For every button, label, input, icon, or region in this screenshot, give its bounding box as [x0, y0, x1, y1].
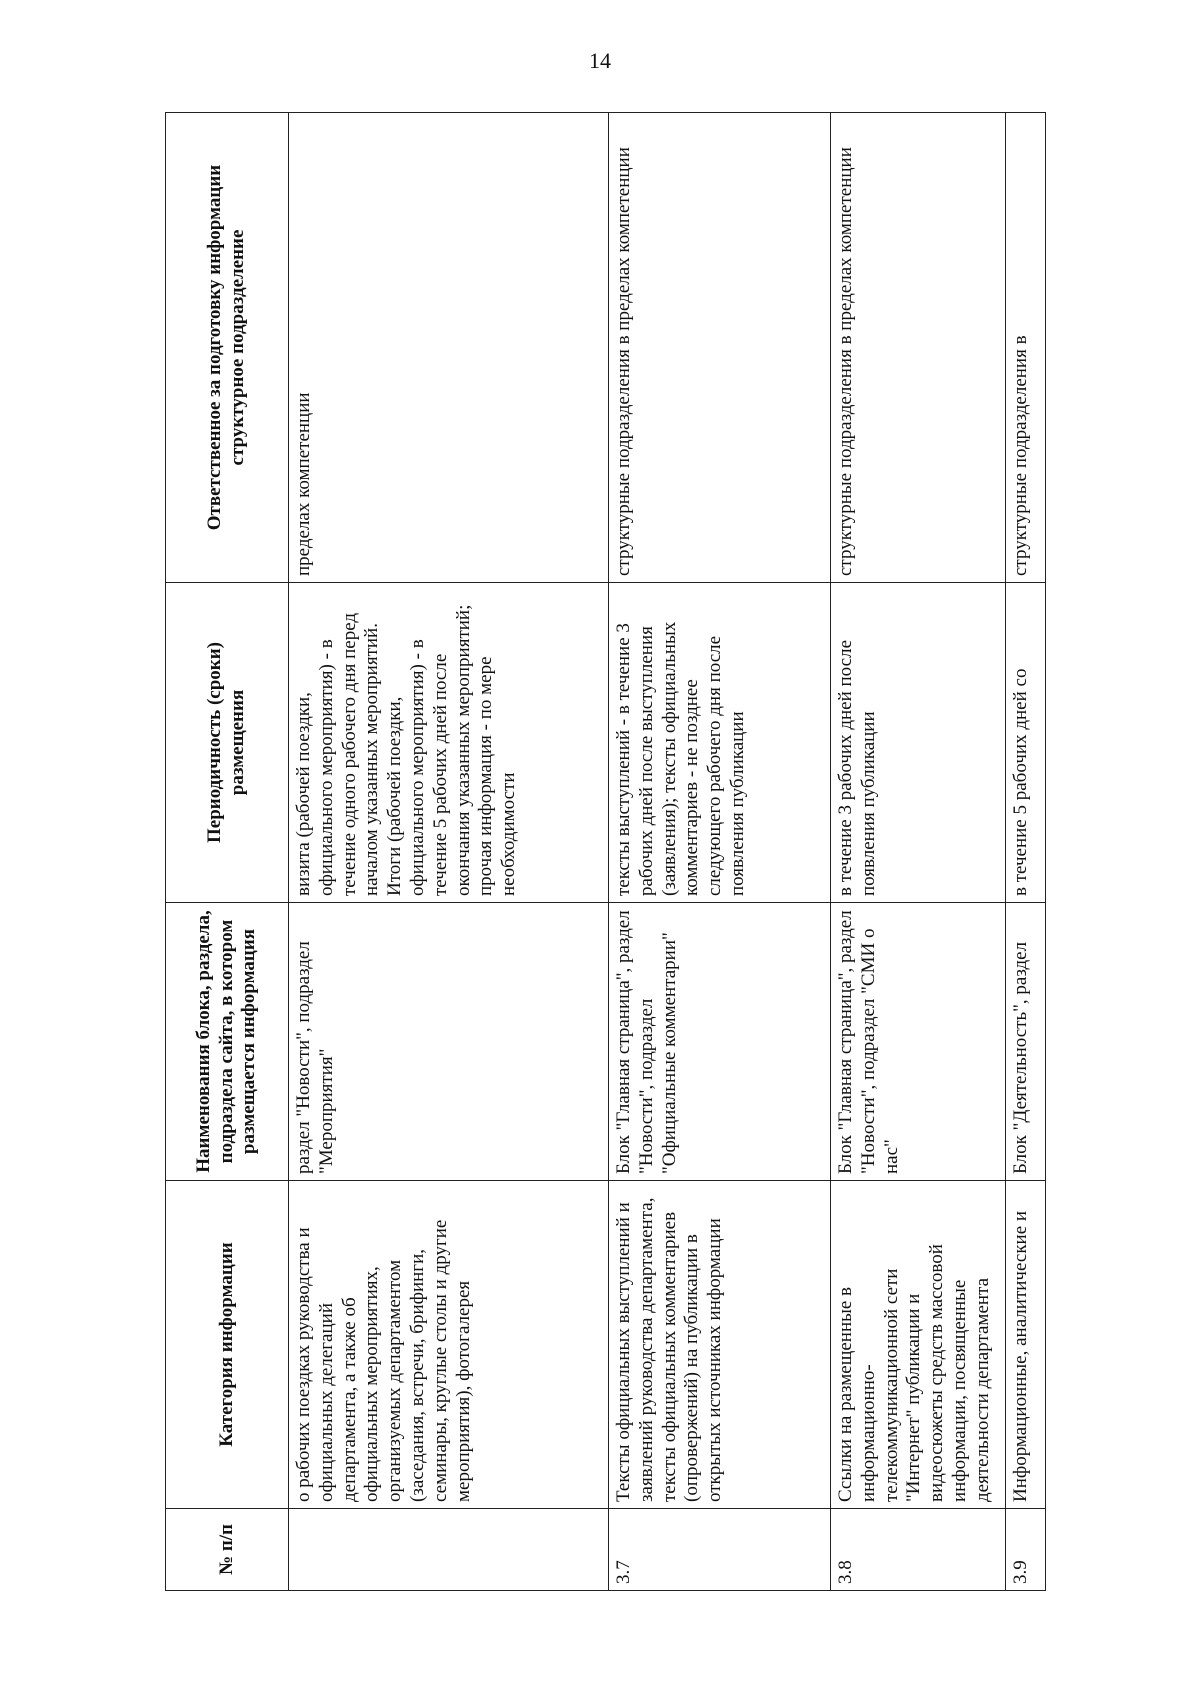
page-number: 14: [589, 48, 611, 73]
cell-section: Блок "Главная страница", раздел "Новости", подраздел "Официальные комментарии": [609, 903, 831, 1181]
cell-responsible: структурные подразделения в пределах компетенции: [609, 113, 831, 583]
cell-category: о рабочих поездках руководства и официальных делегаций департамента, а также об официальных мероприятиях, организуемых департаментом (заседания, встречи, брифинги, семинары, круглые столы и другие мероприятия), фотогалерея: [289, 1181, 609, 1509]
cell-category: Информационные, аналитические и: [1006, 1181, 1046, 1509]
cell-periodicity: в течение 5 рабочих дней со: [1006, 583, 1046, 903]
header-responsible: Ответственное за подготовку информации структурное подразделение: [166, 113, 289, 583]
cell-section: раздел "Новости", подраздел "Мероприятия": [289, 903, 609, 1181]
header-num: № п/п: [166, 1509, 289, 1591]
cell-category: Тексты официальных выступлений и заявлений руководства департамента, тексты официальных комментариев (опровержений) на публикации в открытых источниках информации: [609, 1181, 831, 1509]
header-category: Категория информации: [166, 1181, 289, 1509]
cell-periodicity: визита (рабочей поездки, официального мероприятия) - в течение одного рабочего дня перед началом указанных мероприятий. Итоги (рабочей поездки, официального мероприятия) - в течение 5 рабочих дней после окончания указанных мероприятий; прочая информация - по мере необходимости: [289, 583, 609, 903]
cell-section: Блок "Главная страница", раздел "Новости", подраздел "СМИ о нас": [831, 903, 1006, 1181]
cell-section: Блок "Деятельность", раздел: [1006, 903, 1046, 1181]
table-row: [609, 113, 831, 1591]
rotated-table-wrapper: [165, 112, 1046, 1591]
cell-periodicity: в течение 3 рабочих дней после появления публикации: [831, 583, 1006, 903]
cell-responsible: структурные подразделения в пределах компетенции: [831, 113, 1006, 583]
table-header-row: [166, 113, 289, 1591]
cell-num: [289, 1509, 609, 1591]
table-row: [289, 113, 609, 1591]
cell-num: 3.8: [831, 1509, 1006, 1591]
table-row: [831, 113, 1006, 1591]
header-periodicity: Периодичность (сроки) размещения: [166, 583, 289, 903]
header-section: Наименования блока, раздела, подраздела сайта, в котором размещается информация: [166, 903, 289, 1181]
cell-responsible: пределах компетенции: [289, 113, 609, 583]
cell-periodicity: тексты выступлений - в течение 3 рабочих дней после выступления (заявления); тексты официальных комментариев - не позднее следующего рабочего дня после появления публикации: [609, 583, 831, 903]
cell-category: Ссылки на размещенные в информационно-телекоммуникационной сети "Интернет" публикации и видеосюжеты средств массовой информации, посвященные деятельности департамента: [831, 1181, 1006, 1509]
cell-responsible: структурные подразделения в: [1006, 113, 1046, 583]
info-table: [165, 112, 1046, 1591]
cell-num: 3.7: [609, 1509, 831, 1591]
cell-num: 3.9: [1006, 1509, 1046, 1591]
table-row: [1006, 113, 1046, 1591]
